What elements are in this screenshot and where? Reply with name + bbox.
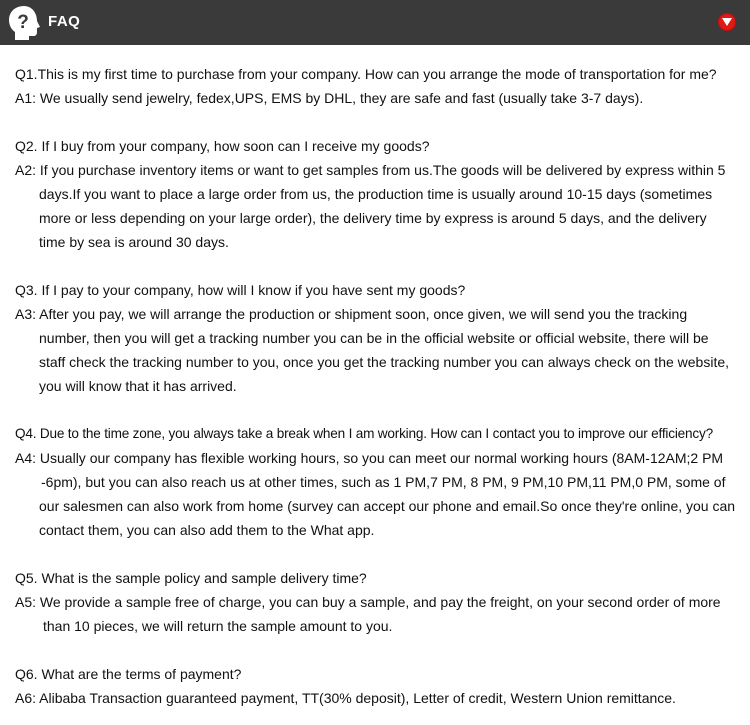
faq-item-3: [15, 278, 737, 398]
question-head-icon: [7, 5, 41, 41]
svg-text:?: ?: [17, 12, 29, 33]
page-title: FAQ: [48, 13, 81, 30]
faq-answer-2: [15, 158, 737, 254]
faq-item-2: [15, 134, 737, 254]
faq-question-5: Q5. What is the sample policy and sample delivery time?: [15, 570, 367, 586]
answer-line: -6pm), but you can also reach us at other times, such as 1 PM,7 PM, 8 PM, 9 PM,10 PM,11 PM,0 PM, some of: [41, 474, 726, 490]
faq-question-3: Q3. If I pay to your company, how will I know if you have sent my goods?: [15, 282, 466, 298]
faq-item-4: [15, 422, 737, 542]
answer-line: A1: We usually send jewelry, fedex,UPS, EMS by DHL, they are safe and fast (usually take 3-7 days).: [15, 90, 644, 106]
answer-line: you will know that it has arrived.: [39, 378, 237, 394]
faq-question-4: Q4. Due to the time zone, you always take a break when I am working. How can I contact you to improve our efficiency?: [15, 426, 713, 441]
answer-line: A4: Usually our company has flexible working hours, so you can meet our normal working hours (8AM-12AM;2 PM: [15, 450, 724, 466]
answer-line: days.If you want to place a large order from us, the production time is usually around 10-15 days (sometimes: [39, 186, 713, 202]
answer-line: staff check the tracking number to you, once you get the tracking number you can always check on the website,: [39, 354, 730, 370]
answer-line: A5: We provide a sample free of charge, you can buy a sample, and pay the freight, on your second order of more: [15, 594, 721, 610]
answer-line: time by sea is around 30 days.: [39, 234, 229, 250]
answer-line: number, then you will get a tracking number you can be in the official website or official website, there will be: [39, 330, 709, 346]
faq-answer-1: [15, 86, 737, 110]
faq-header-bar: [0, 0, 750, 45]
answer-line: A3: After you pay, we will arrange the production or shipment soon, once given, we will send you the tracking: [15, 306, 688, 322]
faq-item-6: [15, 662, 737, 710]
faq-answer-6: [15, 686, 737, 710]
answer-line: our salesmen can also work from home (survey can accept our phone and email.So once they're online, you can: [39, 498, 736, 514]
faq-answer-5: [15, 590, 737, 638]
answer-line: A2: If you purchase inventory items or want to get samples from us.The goods will be delivered by express within 5: [15, 162, 726, 178]
answer-line: than 10 pieces, we will return the sample amount to you.: [43, 618, 393, 634]
faq-question-1: Q1.This is my first time to purchase from your company. How can you arrange the mode of transportation for me?: [15, 66, 717, 82]
answer-line: contact them, you can also add them to the What app.: [39, 522, 375, 538]
faq-question-6: Q6. What are the terms of payment?: [15, 666, 242, 682]
faq-answer-4: [15, 446, 737, 542]
faq-question-2: Q2. If I buy from your company, how soon can I receive my goods?: [15, 138, 430, 154]
answer-line: more or less depending on your large order), the delivery time by express is around 5 days, and the delivery: [39, 210, 707, 226]
answer-line: A6: Alibaba Transaction guaranteed payment, TT(30% deposit), Letter of credit, Western Union remittance.: [15, 690, 676, 706]
faq-answer-3: [15, 302, 737, 398]
faq-item-1: [15, 62, 737, 110]
faq-item-5: [15, 566, 737, 638]
chevron-down-icon: [722, 18, 732, 26]
collapse-toggle-button[interactable]: [718, 13, 736, 31]
